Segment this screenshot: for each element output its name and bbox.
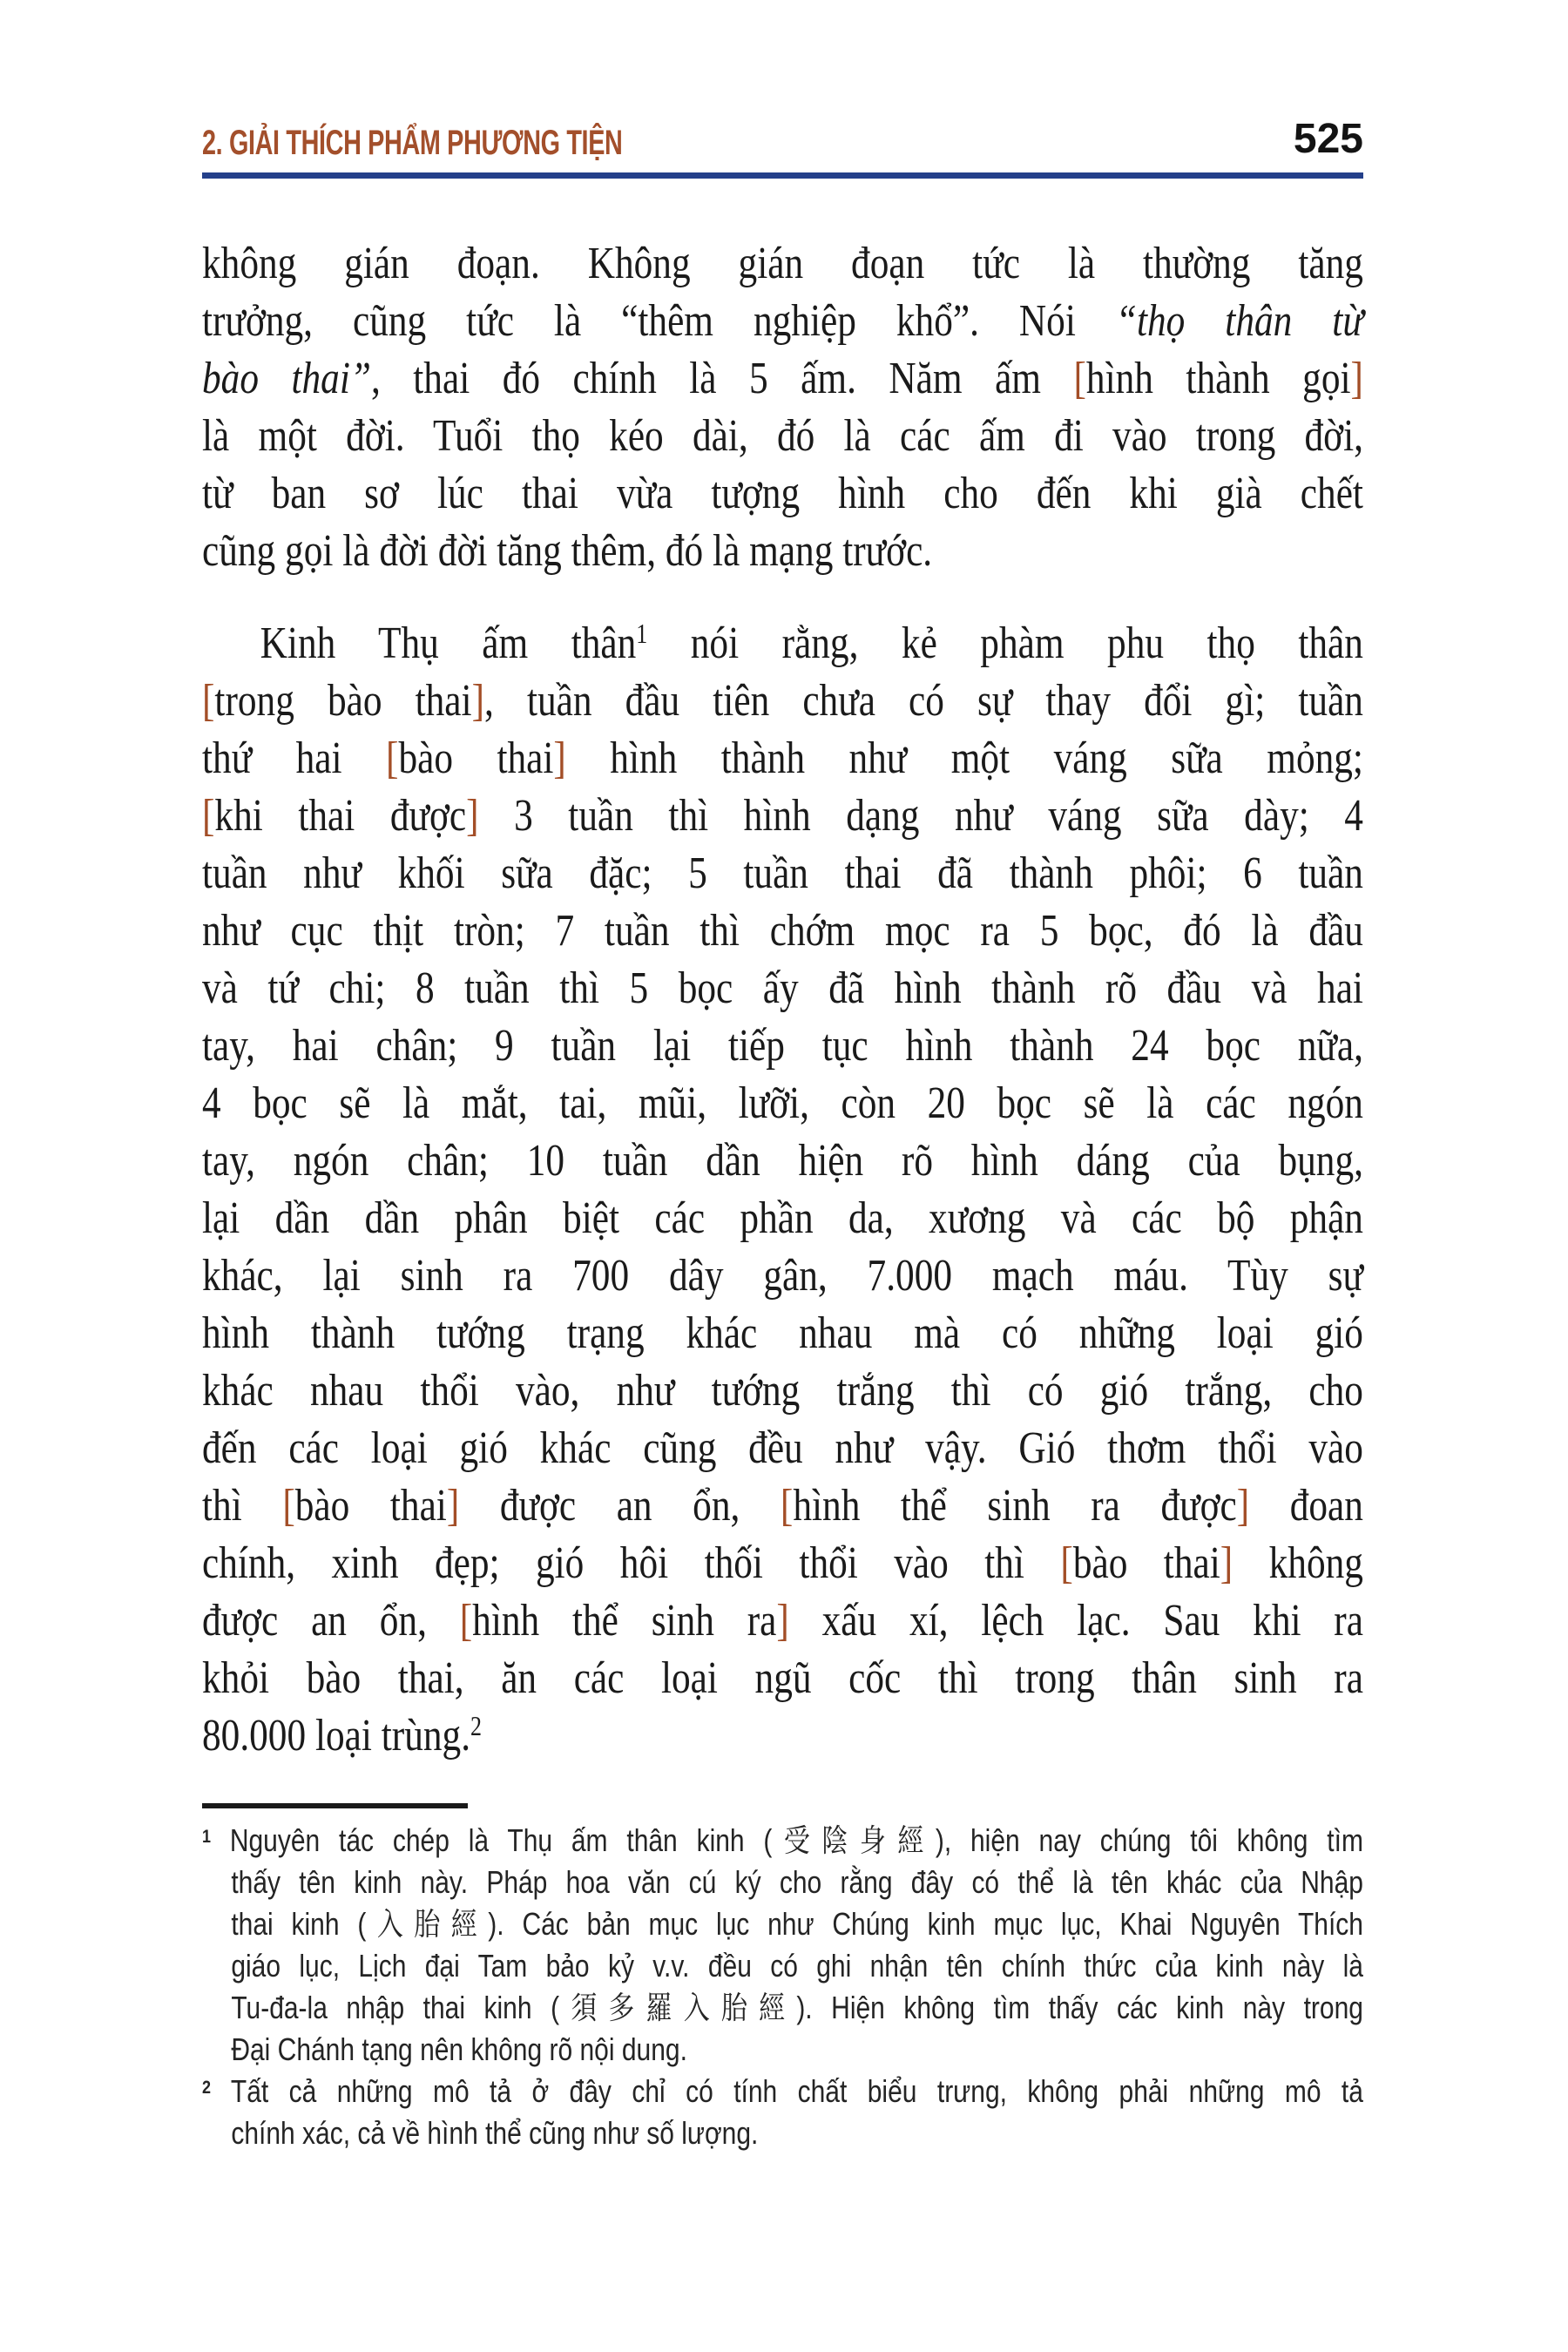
text-segment: Tu-đa-la nhập thai kinh (須多羅入胎經). Hiện không tìm thấy các kinh này trong (231, 1990, 1363, 2025)
text-line (202, 350, 1363, 408)
footnote-marker: 1 (202, 1825, 212, 1848)
text-line (202, 1820, 1363, 1862)
editorial-bracket: ] (1236, 1481, 1250, 1531)
text-line (202, 615, 1363, 672)
text-segment: tay, ngón chân; 10 tuần dần hiện rõ hình dáng của bụng, (202, 1136, 1363, 1186)
footnote (202, 1820, 1363, 2071)
text-line (202, 1650, 1363, 1707)
text-segment: nói rằng, kẻ phàm phu thọ thân (647, 618, 1363, 668)
text-line (231, 2029, 1363, 2071)
text-line (202, 293, 1363, 350)
text-segment: khác, lại sinh ra 700 dây gân, 7.000 mạch máu. Tùy sự (202, 1251, 1363, 1301)
text-segment: hình thành tướng trạng khác nhau mà có những loại gió (202, 1308, 1363, 1358)
editorial-bracket: [ (459, 1596, 473, 1646)
text-line (231, 1987, 1363, 2029)
text-segment: tuần như khối sữa đặc; 5 tuần thai đã thành phôi; 6 tuần (202, 848, 1363, 898)
text-segment: đến các loại gió khác cũng đều như vậy. Gió thơm thổi vào (202, 1423, 1363, 1473)
text-segment: trưởng, cũng tức là “thêm nghiệp khổ”. Nói (202, 296, 1116, 346)
text-segment: không (1233, 1538, 1363, 1588)
text-segment: khi thai được (214, 791, 467, 841)
editorial-bracket: ] (776, 1596, 789, 1646)
text-segment: không gián đoạn. Không gián đoạn tức là thường tăng (202, 239, 1363, 288)
editorial-bracket: [ (1060, 1538, 1073, 1588)
text-line (202, 523, 1363, 580)
text-segment: được an ổn, (202, 1596, 460, 1646)
editorial-bracket: [ (1073, 354, 1086, 403)
text-line (202, 235, 1363, 293)
editorial-bracket: [ (202, 791, 215, 841)
text-segment: Tất cả những mô tả ở đây chỉ có tính chất biểu trưng, không phải những mô tả (211, 2073, 1363, 2109)
text-segment: đoan (1249, 1481, 1363, 1531)
text-segment: Kinh Thụ ấm thân (260, 618, 637, 668)
text-line (202, 2071, 1363, 2112)
text-segment: bào thai (1072, 1538, 1220, 1588)
text-line (202, 1707, 1363, 1765)
editorial-bracket: [ (202, 676, 215, 726)
text-line (202, 960, 1363, 1017)
editorial-bracket: ] (553, 733, 566, 783)
paragraph (202, 235, 1363, 580)
text-segment: bào thai (398, 733, 554, 783)
text-segment: hình thành như một váng sữa mỏng; (565, 733, 1363, 783)
text-line (202, 672, 1363, 730)
text-segment: chính, xinh đẹp; gió hôi thối thổi vào thì (202, 1538, 1061, 1588)
page-number: 525 (1293, 116, 1363, 162)
editorial-bracket: ] (1350, 354, 1363, 403)
text-segment: tay, hai chân; 9 tuần lại tiếp tục hình thành 24 bọc nữa, (202, 1021, 1363, 1071)
text-line (202, 1477, 1363, 1535)
text-line (202, 787, 1363, 845)
text-segment: Đại Chánh tạng nên không rõ nội dung. (231, 2031, 687, 2067)
text-line (202, 902, 1363, 960)
text-segment: hình thể sinh ra (472, 1596, 777, 1646)
text-line (231, 1945, 1363, 1987)
text-line (202, 465, 1363, 523)
editorial-bracket: ] (471, 676, 485, 726)
text-segment: bào thai (294, 1481, 447, 1531)
text-segment: cũng gọi là đời đời tăng thêm, đó là mạng trước. (202, 526, 933, 576)
text-line (231, 1903, 1363, 1945)
text-segment: giáo lục, Lịch đại Tam bảo kỷ v.v. đều có ghi nhận tên chính thức của kinh này là (231, 1948, 1363, 1984)
text-line (202, 1075, 1363, 1132)
text-segment: , thai đó chính là 5 ấm. Năm ấm (370, 354, 1074, 403)
text-line (202, 1017, 1363, 1075)
text-segment: , tuần đầu tiên chưa có sự thay đổi gì; tuần (484, 676, 1363, 726)
footnote-marker: 2 (202, 2076, 212, 2099)
text-line (202, 1592, 1363, 1650)
footnotes (202, 1820, 1363, 2154)
text-line (202, 1420, 1363, 1477)
text-line (202, 408, 1363, 465)
text-line (202, 730, 1363, 787)
paragraph (202, 615, 1363, 1765)
text-segment: từ ban sơ lúc thai vừa tượng hình cho đến khi già chết (202, 469, 1363, 518)
text-segment: chính xác, cả về hình thể cũng như số lượng. (231, 2115, 759, 2151)
text-segment: thai kinh (入胎經). Các bản mục lục như Chúng kinh mục lục, Khai Nguyên Thích (231, 1906, 1363, 1942)
text-segment: thấy tên kinh này. Pháp hoa văn cú ký cho rằng đây có thể là tên khác của Nhập (231, 1864, 1363, 1900)
text-segment: lại dần dần phân biệt các phần da, xương và các bộ phận (202, 1193, 1363, 1243)
text-line (202, 845, 1363, 902)
text-line (231, 2112, 1363, 2154)
editorial-bracket: ] (466, 791, 479, 841)
footnote (202, 2071, 1363, 2154)
text-segment: hình thể sinh ra được (793, 1481, 1237, 1531)
text-segment: Nguyên tác chép là Thụ ấm thân kinh (受陰身經), hiện nay chúng tôi không tìm (211, 1822, 1363, 1858)
footnote-marker: 1 (636, 618, 648, 649)
editorial-bracket: ] (1220, 1538, 1233, 1588)
text-segment: xấu xí, lệch lạc. Sau khi ra (788, 1596, 1363, 1646)
running-header (202, 110, 1363, 160)
text-segment: trong bào thai (214, 676, 472, 726)
text-segment: như cục thịt tròn; 7 tuần thì chớm mọc ra 5 bọc, đó là đầu (202, 906, 1363, 956)
footnote-marker: 2 (470, 1710, 483, 1741)
body-text (202, 235, 1363, 1765)
text-segment: thứ hai (202, 733, 387, 783)
text-line (202, 1362, 1363, 1420)
text-segment: khác nhau thổi vào, như tướng trắng thì có gió trắng, cho (202, 1366, 1363, 1416)
quoted-italic-text: bào thai” (202, 354, 371, 403)
text-line (202, 1305, 1363, 1362)
editorial-bracket: [ (282, 1481, 295, 1531)
text-line (231, 1862, 1363, 1903)
text-segment: 3 tuần thì hình dạng như váng sữa dày; 4 (478, 791, 1363, 841)
editorial-bracket: [ (386, 733, 399, 783)
text-segment: thì (202, 1481, 283, 1531)
text-segment: hình thành gọi (1085, 354, 1351, 403)
quoted-italic-text: “thọ thân từ (1115, 296, 1363, 346)
text-segment: 4 bọc sẽ là mắt, tai, mũi, lưỡi, còn 20 bọc sẽ là các ngón (202, 1078, 1363, 1128)
text-line (202, 1190, 1363, 1247)
text-segment: khỏi bào thai, ăn các loại ngũ cốc thì trong thân sinh ra (202, 1653, 1363, 1703)
footnote-separator (202, 1803, 468, 1808)
text-segment: và tứ chi; 8 tuần thì 5 bọc ấy đã hình thành rõ đầu và hai (202, 963, 1363, 1013)
header-rule (202, 172, 1363, 179)
text-segment: được an ổn, (459, 1481, 781, 1531)
text-segment: 80.000 loại trùng. (202, 1711, 471, 1761)
editorial-bracket: ] (446, 1481, 460, 1531)
text-line (202, 1535, 1363, 1592)
running-header-title: 2. GIẢI THÍCH PHẨM PHƯƠNG TIỆN (202, 124, 623, 162)
text-segment: là một đời. Tuổi thọ kéo dài, đó là các ấm đi vào trong đời, (202, 411, 1363, 461)
editorial-bracket: [ (780, 1481, 794, 1531)
text-line (202, 1247, 1363, 1305)
text-line (202, 1132, 1363, 1190)
